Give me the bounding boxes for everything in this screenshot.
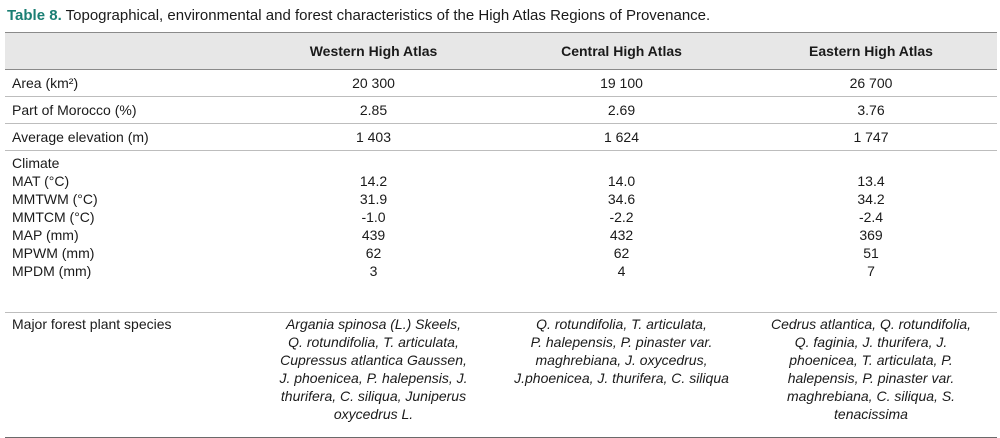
table-row [5,313,997,438]
table-caption [7,6,997,26]
cell-area-eastern: 26 700 [745,70,997,97]
climate-value: 34.6 [607,191,636,207]
row-label-species: Major forest plant species [5,313,249,438]
climate-value: 7 [867,263,875,279]
row-label-elevation: Average elevation (m) [5,124,249,151]
caption-text: Topographical, environmental and forest characteristics of the High Atlas Regions of Provenance. [61,7,711,24]
species-western [249,313,498,438]
species-line: J.phoenicea, J. thurifera, C. siliqua [514,370,729,386]
climate-value: 3 [369,263,378,279]
header-empty [5,33,249,70]
cell-area-western: 20 300 [249,70,498,97]
species-line: tenacissima [834,406,908,422]
species-line: phoenicea, T. articulata, P. [789,352,953,368]
species-line: maghrebiana, C. siliqua, S. [786,388,956,404]
climate-label: MPDM (mm) [12,263,92,279]
species-line: J. phoenicea, P. halepensis, J. [279,370,468,386]
climate-label: MMTCM (°C) [12,209,95,225]
species-line: thurifera, C. siliqua, Juniperus [280,388,467,404]
species-line: Q. rotundifolia, T. articulata, [536,316,707,332]
species-line: oxycedrus L. [333,406,414,422]
climate-value: 62 [613,245,630,261]
cell-elev-eastern: 1 747 [745,124,997,151]
climate-value: 51 [863,245,879,261]
species-line: Q. faginia, J. thurifera, J. [794,334,948,350]
climate-label: MAP (mm) [12,227,79,243]
header-eastern: Eastern High Atlas [745,33,997,70]
species-line: Q. rotundifolia, T. articulata, [288,334,459,350]
species-line: P. halepensis, P. pinaster var. [530,334,713,350]
cell-area-central: 19 100 [498,70,745,97]
table-row [5,70,997,97]
cell-part-central: 2.69 [498,97,745,124]
species-line: Cupressus atlantica Gaussen, [280,352,467,368]
species-line: maghrebiana, J. oxycedrus, [535,352,708,368]
data-table [5,32,997,438]
species-eastern [745,313,997,438]
climate-value: 4 [617,263,626,279]
climate-value: 14.0 [607,173,636,189]
header-row [5,33,997,70]
table-row [5,124,997,151]
climate-eastern [745,151,997,313]
climate-value: -1.0 [361,209,386,225]
species-line: halepensis, P. pinaster var. [787,370,955,386]
cell-elev-western: 1 403 [249,124,498,151]
row-label-area: Area (km²) [5,70,249,97]
climate-value: -2.4 [858,209,884,225]
climate-labels [5,151,249,313]
table-row [5,151,997,313]
climate-label: MMTWM (°C) [12,191,98,207]
row-label-part: Part of Morocco (%) [5,97,249,124]
climate-value: 62 [365,245,382,261]
climate-value: 14.2 [359,173,388,189]
climate-label: MAT (°C) [12,173,70,189]
climate-heading: Climate [12,155,60,171]
climate-western [249,151,498,313]
climate-value: 432 [609,227,634,243]
climate-value: 13.4 [857,173,885,189]
climate-value: 34.2 [857,191,885,207]
header-central: Central High Atlas [498,33,745,70]
climate-value: 439 [361,227,386,243]
cell-part-western: 2.85 [249,97,498,124]
species-line: Argania spinosa (L.) Skeels, [285,316,462,332]
species-line: Cedrus atlantica, Q. rotundifolia, [771,316,971,332]
header-western: Western High Atlas [249,33,498,70]
climate-value: 369 [859,227,883,243]
species-central [498,313,745,438]
table-row [5,97,997,124]
climate-label: MPWM (mm) [12,245,95,261]
climate-central [498,151,745,313]
cell-elev-central: 1 624 [498,124,745,151]
cell-part-eastern: 3.76 [745,97,997,124]
table-number: Table 8. [7,7,62,24]
climate-value: -2.2 [609,209,634,225]
climate-value: 31.9 [359,191,388,207]
